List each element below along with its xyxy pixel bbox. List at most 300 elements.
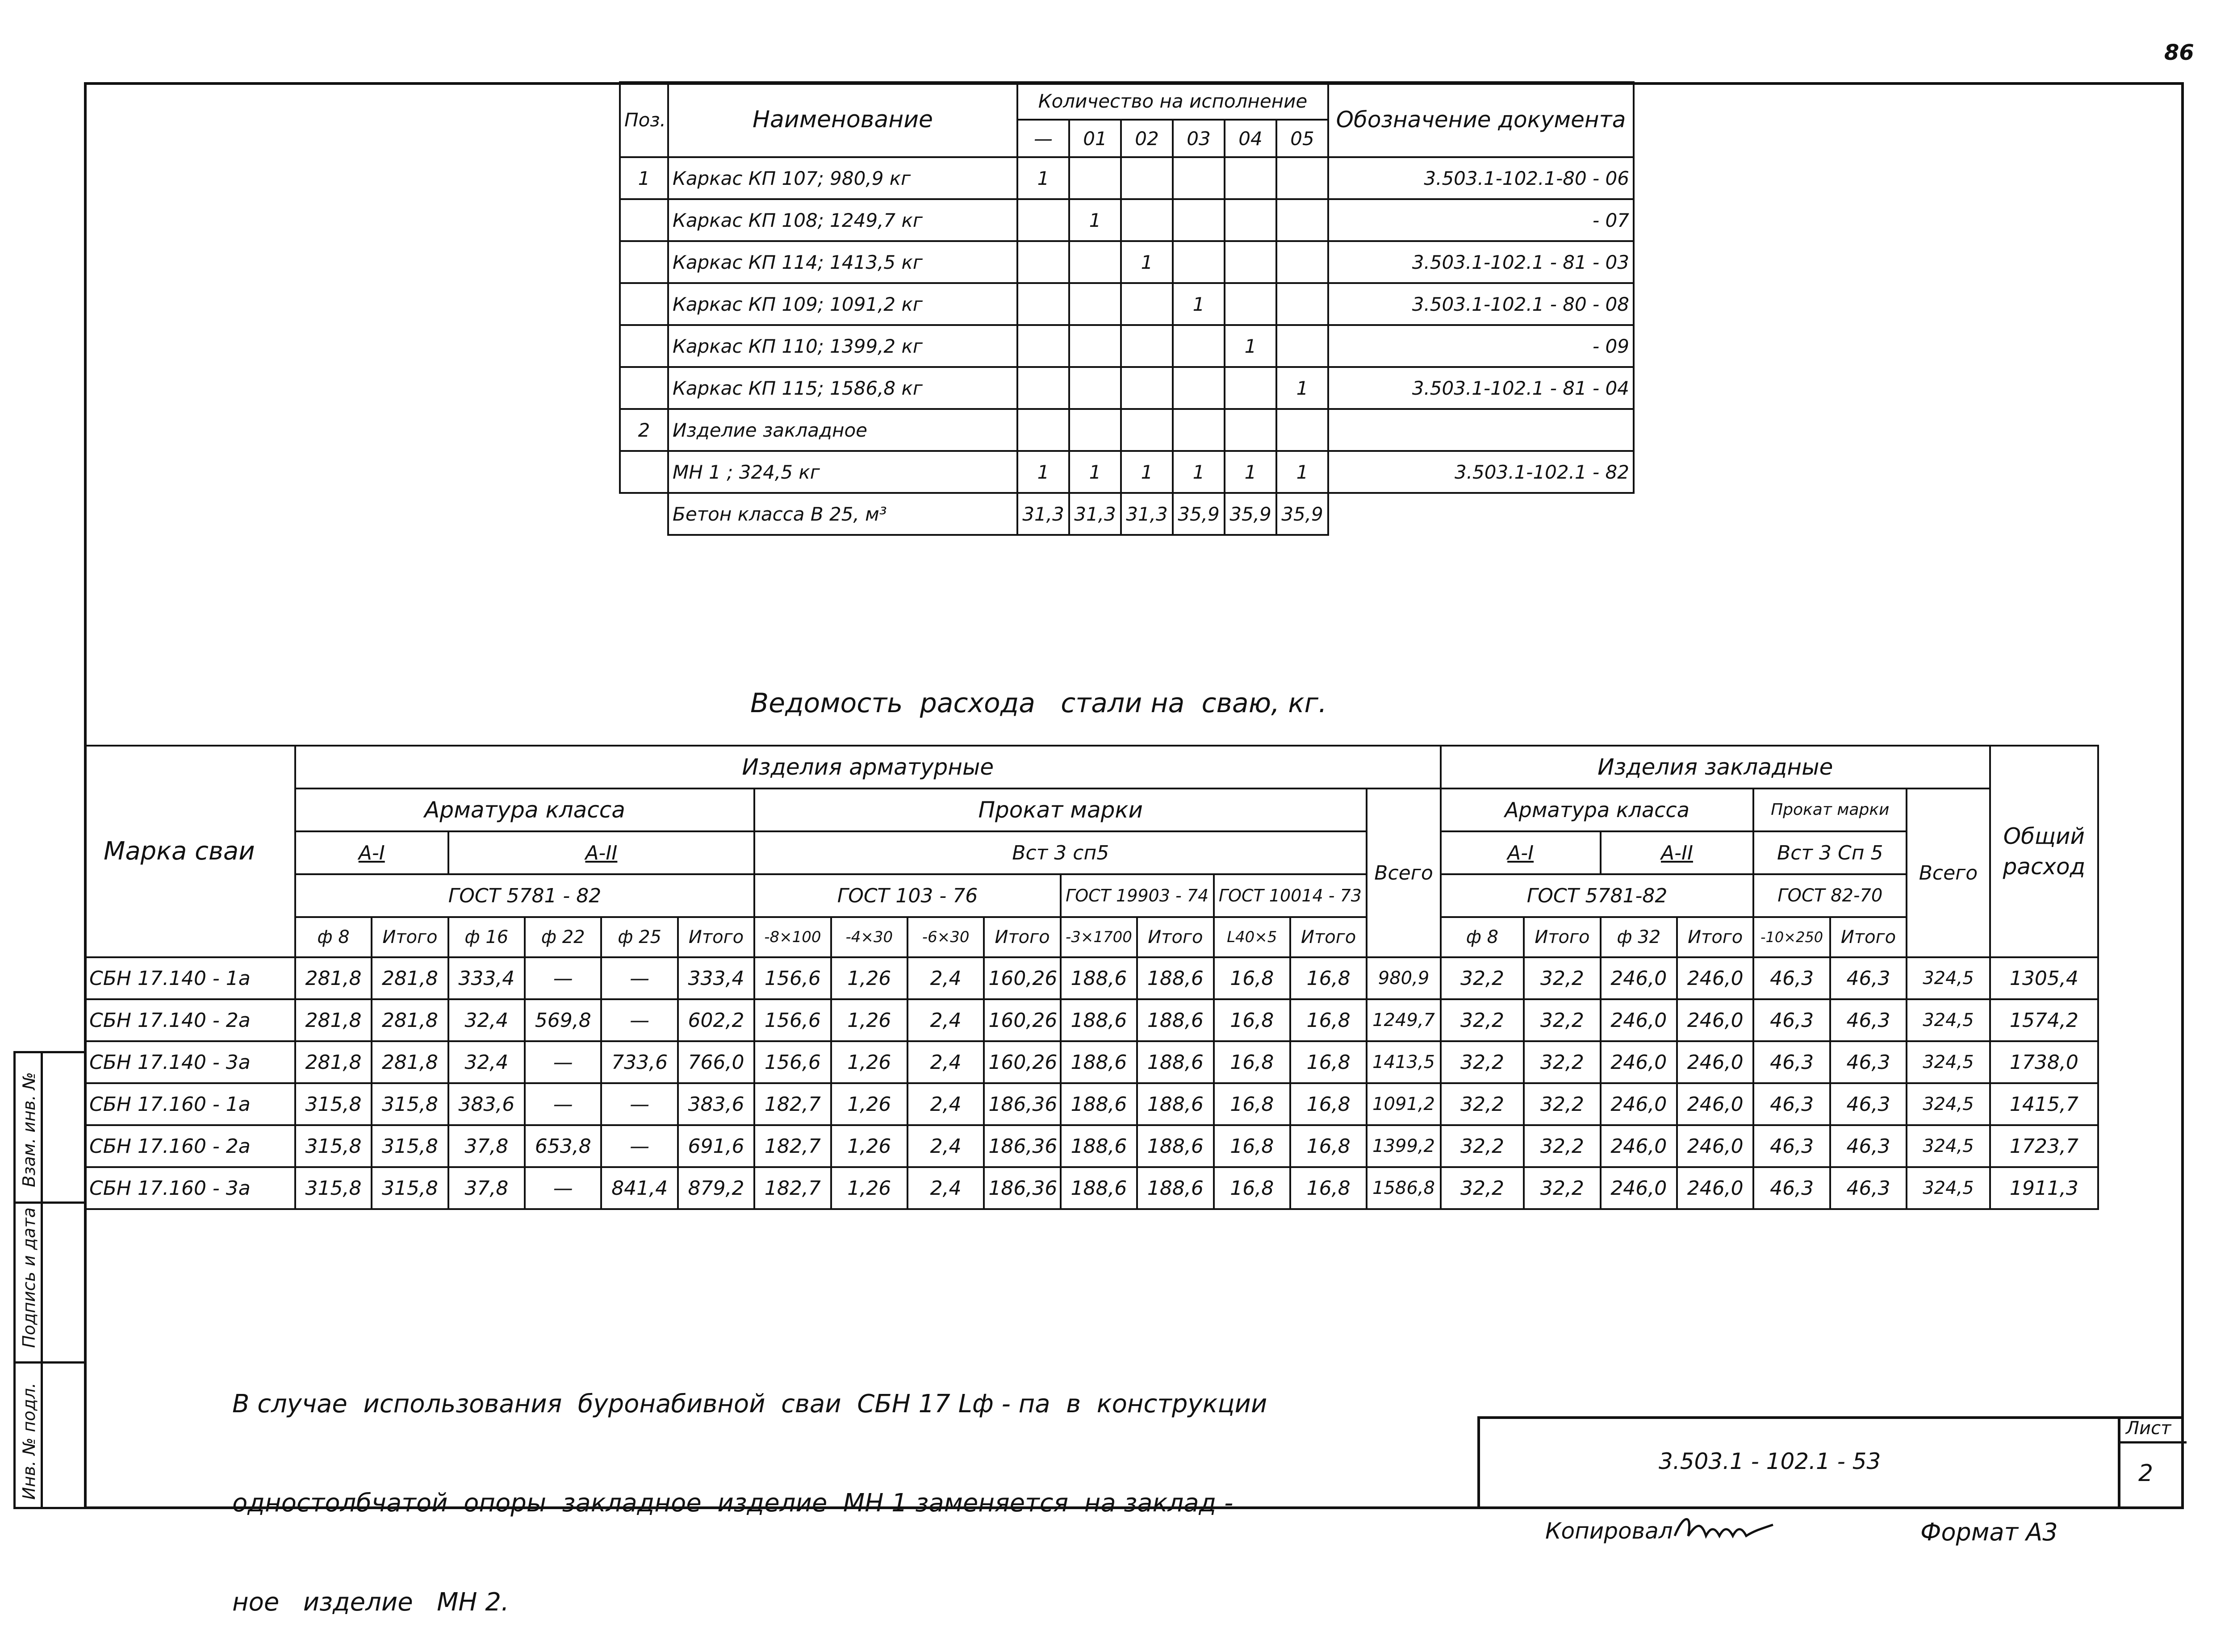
spec-qty: 1 xyxy=(1017,157,1069,199)
spec-variant: 05 xyxy=(1276,120,1328,157)
steel-value: 281,8 xyxy=(295,1041,372,1083)
specification-table xyxy=(619,81,1635,536)
steel-value: 1091,2 xyxy=(1367,1083,1440,1125)
spec-pos xyxy=(620,199,668,241)
spec-doc: 3.503.1-102.1 - 81 - 04 xyxy=(1328,367,1634,409)
spec-qty xyxy=(1276,157,1328,199)
spec-qty: 31,3 xyxy=(1121,493,1173,535)
steel-value: 980,9 xyxy=(1367,957,1440,999)
steel-value: 281,8 xyxy=(295,999,372,1041)
spec-qty: 31,3 xyxy=(1069,493,1121,535)
spec-qty: 1 xyxy=(1225,451,1276,493)
spec-qty: 1 xyxy=(1276,367,1328,409)
subheader-l40x5: L40×5 xyxy=(1214,917,1290,957)
note-line-1: В случае использования буронабивной сваи СБН 17 Lф - па в конструкции xyxy=(232,1389,1267,1418)
steel-value: 160,26 xyxy=(984,1041,1060,1083)
footer-format: Формат А3 xyxy=(1920,1518,2058,1546)
steel-value: 46,3 xyxy=(1753,1041,1830,1083)
spec-qty xyxy=(1017,283,1069,325)
steel-value: 188,6 xyxy=(1061,999,1137,1041)
steel-value: 182,7 xyxy=(754,1125,831,1167)
steel-value: — xyxy=(601,1083,677,1125)
header-gost-19903: ГОСТ 19903 - 74 xyxy=(1061,874,1214,917)
header-emb-gost-82: ГОСТ 82-70 xyxy=(1753,874,1907,917)
steel-value: 246,0 xyxy=(1677,1083,1753,1125)
steel-value: 1723,7 xyxy=(1990,1125,2098,1167)
side-stamp-divider xyxy=(43,1361,84,1364)
steel-row xyxy=(85,1125,2098,1167)
steel-value: 32,2 xyxy=(1441,957,1524,999)
spec-qty xyxy=(1276,325,1328,367)
header-emb-a2: А-II xyxy=(1601,831,1754,874)
steel-value: 32,2 xyxy=(1441,1083,1524,1125)
steel-value: 1305,4 xyxy=(1990,957,2098,999)
steel-value: 16,8 xyxy=(1290,1125,1367,1167)
steel-value: 1,26 xyxy=(831,999,907,1041)
header-rolled: Прокат марки xyxy=(754,788,1367,831)
sheet-divider xyxy=(2120,1441,2187,1443)
steel-value: 324,5 xyxy=(1907,1083,1990,1125)
spec-qty: 1 xyxy=(1069,199,1121,241)
steel-value: 32,2 xyxy=(1524,1167,1600,1209)
header-rebar-class: Арматура класса xyxy=(295,788,754,831)
steel-value: 315,8 xyxy=(295,1083,372,1125)
steel-value: 16,8 xyxy=(1290,1167,1367,1209)
sheet-number: 2 xyxy=(2138,1460,2154,1487)
spec-variant: — xyxy=(1017,120,1069,157)
steel-value: 246,0 xyxy=(1601,957,1677,999)
spec-qty xyxy=(1121,367,1173,409)
spec-qty: 35,9 xyxy=(1173,493,1225,535)
subheader-a2-d16: ф 16 xyxy=(448,917,525,957)
steel-value: 188,6 xyxy=(1061,1041,1137,1083)
steel-value: 188,6 xyxy=(1137,1125,1213,1167)
steel-value: 188,6 xyxy=(1061,957,1137,999)
signature-icon xyxy=(1670,1509,1777,1549)
steel-row xyxy=(85,957,2098,999)
steel-mark: СБН 17.140 - 2а xyxy=(85,999,295,1041)
side-stamp-divider xyxy=(16,1201,41,1204)
spec-doc: 3.503.1-102.1 - 80 - 08 xyxy=(1328,283,1634,325)
spec-qty xyxy=(1225,157,1276,199)
steel-row xyxy=(85,1083,2098,1125)
steel-value: 16,8 xyxy=(1214,1167,1290,1209)
spec-row xyxy=(620,325,1634,367)
spec-pos xyxy=(620,451,668,493)
col-emb-total: Всего xyxy=(1907,788,1990,957)
spec-doc: 3.503.1-102.1 - 82 xyxy=(1328,451,1634,493)
spec-qty xyxy=(1017,241,1069,283)
steel-value: 324,5 xyxy=(1907,957,1990,999)
steel-value: 32,2 xyxy=(1524,957,1600,999)
steel-value: 32,2 xyxy=(1524,1083,1600,1125)
steel-value: 1911,3 xyxy=(1990,1167,2098,1209)
steel-value: 32,2 xyxy=(1524,1041,1600,1083)
steel-value: 324,5 xyxy=(1907,1125,1990,1167)
subheader-6x30: -6×30 xyxy=(907,917,984,957)
spec-qty xyxy=(1225,241,1276,283)
spec-pos xyxy=(620,493,668,535)
col-mark: Марка сваи xyxy=(85,746,295,957)
steel-value: 315,8 xyxy=(295,1125,372,1167)
header-emb-rolled: Прокат марки xyxy=(1753,788,1907,831)
steel-value: 733,6 xyxy=(601,1041,677,1083)
spec-qty xyxy=(1121,409,1173,451)
spec-pos: 1 xyxy=(620,157,668,199)
steel-value: 186,36 xyxy=(984,1083,1060,1125)
steel-value: 2,4 xyxy=(907,1041,984,1083)
subheader-emb-rolled-total: Итого xyxy=(1830,917,1907,957)
spec-qty: 1 xyxy=(1121,451,1173,493)
header-a1: А-I xyxy=(295,831,448,874)
title-block-code: 3.503.1 - 102.1 - 53 xyxy=(1659,1448,1881,1474)
steel-value: 46,3 xyxy=(1753,1125,1830,1167)
steel-value: 46,3 xyxy=(1830,1167,1907,1209)
spec-doc xyxy=(1328,409,1634,451)
steel-value: 246,0 xyxy=(1601,1167,1677,1209)
steel-value: 186,36 xyxy=(984,1167,1060,1209)
steel-value: 1,26 xyxy=(831,1125,907,1167)
spec-qty xyxy=(1121,157,1173,199)
steel-value: 46,3 xyxy=(1753,1167,1830,1209)
steel-value: 281,8 xyxy=(295,957,372,999)
steel-value: 2,4 xyxy=(907,1125,984,1167)
header-emb-a1: А-I xyxy=(1441,831,1601,874)
steel-value: 32,2 xyxy=(1524,1125,1600,1167)
steel-value: 46,3 xyxy=(1830,957,1907,999)
spec-name: Каркас КП 108; 1249,7 кг xyxy=(668,199,1017,241)
steel-value: 32,2 xyxy=(1441,1167,1524,1209)
spec-doc: - 09 xyxy=(1328,325,1634,367)
steel-value: 2,4 xyxy=(907,957,984,999)
steel-row xyxy=(85,1041,2098,1083)
steel-value: 156,6 xyxy=(754,1041,831,1083)
subheader-emb-d32: ф 32 xyxy=(1601,917,1677,957)
subheader-a2-total: Итого xyxy=(678,917,754,957)
steel-value: 246,0 xyxy=(1677,957,1753,999)
steel-value: 46,3 xyxy=(1830,1083,1907,1125)
stamp-vzam: Взам. инв. № xyxy=(19,1072,39,1187)
header-emb-rebar-class: Арматура класса xyxy=(1441,788,1754,831)
spec-qty xyxy=(1017,325,1069,367)
steel-value: 160,26 xyxy=(984,957,1060,999)
spec-qty xyxy=(1121,283,1173,325)
spec-qty xyxy=(1276,199,1328,241)
sheet-label: Лист xyxy=(2126,1418,2171,1439)
subheader-4x30: -4×30 xyxy=(831,917,907,957)
steel-value: 46,3 xyxy=(1830,1041,1907,1083)
header-gost-103: ГОСТ 103 - 76 xyxy=(754,874,1061,917)
spec-name: Каркас КП 107; 980,9 кг xyxy=(668,157,1017,199)
steel-value: 315,8 xyxy=(372,1167,448,1209)
subheader-gost19903-total: Итого xyxy=(1137,917,1213,957)
spec-qty xyxy=(1173,199,1225,241)
spec-qty xyxy=(1225,199,1276,241)
steel-value: 246,0 xyxy=(1677,1125,1753,1167)
steel-value: 16,8 xyxy=(1290,1083,1367,1125)
spec-row xyxy=(620,199,1634,241)
title-block xyxy=(1477,1416,2184,1509)
steel-value: 1586,8 xyxy=(1367,1167,1440,1209)
stamp-inv: Инв. № подл. xyxy=(19,1382,39,1500)
subheader-a1-total: Итого xyxy=(372,917,448,957)
spec-doc: 3.503.1-102.1 - 81 - 03 xyxy=(1328,241,1634,283)
steel-value: 188,6 xyxy=(1137,1041,1213,1083)
steel-value: 281,8 xyxy=(372,999,448,1041)
spec-name: Каркас КП 115; 1586,8 кг xyxy=(668,367,1017,409)
steel-value: 246,0 xyxy=(1601,1083,1677,1125)
subheader-emb-a2-total: Итого xyxy=(1677,917,1753,957)
header-gost-10014: ГОСТ 10014 - 73 xyxy=(1214,874,1367,917)
steel-value: 1574,2 xyxy=(1990,999,2098,1041)
subheader-8x100: -8×100 xyxy=(754,917,831,957)
steel-value: 281,8 xyxy=(372,957,448,999)
steel-value: 315,8 xyxy=(372,1125,448,1167)
spec-row xyxy=(620,409,1634,451)
spec-qty: 1 xyxy=(1173,451,1225,493)
spec-name: Каркас КП 114; 1413,5 кг xyxy=(668,241,1017,283)
steel-value: 156,6 xyxy=(754,999,831,1041)
spec-name: МН 1 ; 324,5 кг xyxy=(668,451,1017,493)
steel-value: 324,5 xyxy=(1907,1041,1990,1083)
header-arm-items: Изделия арматурные xyxy=(295,746,1441,788)
subheader-10x250: -10×250 xyxy=(1753,917,1830,957)
spec-qty xyxy=(1017,367,1069,409)
header-gost-5781: ГОСТ 5781 - 82 xyxy=(295,874,754,917)
subheader-3x1700: -3×1700 xyxy=(1061,917,1137,957)
spec-qty xyxy=(1173,409,1225,451)
subheader-emb-a1-total: Итого xyxy=(1524,917,1600,957)
steel-value: 1249,7 xyxy=(1367,999,1440,1041)
steel-consumption-table xyxy=(84,745,2099,1210)
spec-qty xyxy=(1173,157,1225,199)
spec-qty: 35,9 xyxy=(1276,493,1328,535)
spec-variant: 03 xyxy=(1173,120,1225,157)
steel-value: 383,6 xyxy=(448,1083,525,1125)
steel-value: — xyxy=(525,957,601,999)
spec-pos xyxy=(620,283,668,325)
steel-value: 246,0 xyxy=(1601,999,1677,1041)
spec-qty xyxy=(1173,241,1225,283)
steel-value: 2,4 xyxy=(907,1083,984,1125)
spec-pos: 2 xyxy=(620,409,668,451)
steel-mark: СБН 17.160 - 2а xyxy=(85,1125,295,1167)
steel-value: 46,3 xyxy=(1753,1083,1830,1125)
steel-mark: СБН 17.140 - 1а xyxy=(85,957,295,999)
steel-mark: СБН 17.160 - 3а xyxy=(85,1167,295,1209)
spec-qty xyxy=(1173,325,1225,367)
spec-name: Изделие закладное xyxy=(668,409,1017,451)
steel-value: — xyxy=(601,1125,677,1167)
spec-qty: 1 xyxy=(1225,325,1276,367)
subheader-gost10014-total: Итого xyxy=(1290,917,1367,957)
spec-pos xyxy=(620,241,668,283)
steel-value: 2,4 xyxy=(907,1167,984,1209)
spec-row xyxy=(620,283,1634,325)
side-stamp-inner xyxy=(43,1051,84,1509)
steel-value: 32,2 xyxy=(1524,999,1600,1041)
note-line-2: одностолбчатой опоры закладное изделие МН 1 заменяется на заклад - xyxy=(232,1489,1234,1518)
steel-value: 182,7 xyxy=(754,1167,831,1209)
steel-row xyxy=(85,999,2098,1041)
sheet-cell xyxy=(2118,1416,2187,1509)
steel-value: 602,2 xyxy=(678,999,754,1041)
steel-value: 188,6 xyxy=(1061,1167,1137,1209)
spec-variant: 04 xyxy=(1225,120,1276,157)
steel-value: 188,6 xyxy=(1061,1125,1137,1167)
spec-qty: 1 xyxy=(1276,451,1328,493)
steel-value: — xyxy=(525,1083,601,1125)
subheader-gost103-total: Итого xyxy=(984,917,1060,957)
steel-value: 188,6 xyxy=(1137,957,1213,999)
steel-value: 16,8 xyxy=(1290,999,1367,1041)
header-emb-gost-5781: ГОСТ 5781-82 xyxy=(1441,874,1754,917)
steel-value: 37,8 xyxy=(448,1167,525,1209)
steel-value: 246,0 xyxy=(1677,1041,1753,1083)
page-number: 86 xyxy=(2164,40,2194,65)
steel-value: 186,36 xyxy=(984,1125,1060,1167)
spec-qty: 1 xyxy=(1069,451,1121,493)
steel-value: — xyxy=(601,957,677,999)
spec-header-doc: Обозначение документа xyxy=(1328,82,1634,157)
steel-value: 1413,5 xyxy=(1367,1041,1440,1083)
col-total: Всего xyxy=(1367,788,1440,957)
steel-value: 324,5 xyxy=(1907,999,1990,1041)
side-stamp-divider xyxy=(43,1201,84,1204)
spec-qty xyxy=(1121,199,1173,241)
steel-value: — xyxy=(525,1041,601,1083)
steel-mark: СБН 17.140 - 3а xyxy=(85,1041,295,1083)
subheader-a2-d25: ф 25 xyxy=(601,917,677,957)
footer-copied: Копировал xyxy=(1545,1518,1673,1544)
steel-value: 383,6 xyxy=(678,1083,754,1125)
spec-qty xyxy=(1121,325,1173,367)
spec-header-qty: Количество на исполнение xyxy=(1017,82,1328,120)
spec-row xyxy=(620,493,1634,535)
spec-qty xyxy=(1017,409,1069,451)
spec-doc: 3.503.1-102.1-80 - 06 xyxy=(1328,157,1634,199)
steel-value: 1738,0 xyxy=(1990,1041,2098,1083)
spec-qty: 1 xyxy=(1121,241,1173,283)
spec-qty xyxy=(1276,241,1328,283)
steel-value: 16,8 xyxy=(1214,999,1290,1041)
spec-qty: 35,9 xyxy=(1225,493,1276,535)
spec-row xyxy=(620,241,1634,283)
steel-value: — xyxy=(525,1167,601,1209)
steel-value: 324,5 xyxy=(1907,1167,1990,1209)
steel-value: 37,8 xyxy=(448,1125,525,1167)
spec-header-pos: Поз. xyxy=(620,82,668,157)
spec-qty: 1 xyxy=(1173,283,1225,325)
spec-qty xyxy=(1173,367,1225,409)
spec-qty xyxy=(1069,157,1121,199)
spec-qty xyxy=(1017,199,1069,241)
spec-doc xyxy=(1328,493,1634,535)
stamp-podpis: Подпись и дата xyxy=(19,1207,39,1348)
steel-value: 188,6 xyxy=(1061,1083,1137,1125)
spec-qty xyxy=(1069,283,1121,325)
steel-value: 16,8 xyxy=(1290,1041,1367,1083)
steel-value: 766,0 xyxy=(678,1041,754,1083)
spec-qty xyxy=(1276,409,1328,451)
steel-value: 16,8 xyxy=(1214,1041,1290,1083)
header-vst: Вст 3 сп5 xyxy=(754,831,1367,874)
steel-value: 16,8 xyxy=(1290,957,1367,999)
subheader-a2-d22: ф 22 xyxy=(525,917,601,957)
steel-value: 333,4 xyxy=(448,957,525,999)
steel-value: 46,3 xyxy=(1830,1125,1907,1167)
steel-value: 841,4 xyxy=(601,1167,677,1209)
steel-value: 32,2 xyxy=(1441,1125,1524,1167)
spec-qty xyxy=(1276,283,1328,325)
spec-qty xyxy=(1069,367,1121,409)
steel-value: 246,0 xyxy=(1677,1167,1753,1209)
spec-variant: 02 xyxy=(1121,120,1173,157)
spec-doc: - 07 xyxy=(1328,199,1634,241)
steel-value: 160,26 xyxy=(984,999,1060,1041)
steel-value: 879,2 xyxy=(678,1167,754,1209)
steel-value: 188,6 xyxy=(1137,1167,1213,1209)
steel-value: 32,2 xyxy=(1441,1041,1524,1083)
spec-name: Каркас КП 109; 1091,2 кг xyxy=(668,283,1017,325)
steel-value: 16,8 xyxy=(1214,1125,1290,1167)
spec-qty: 1 xyxy=(1017,451,1069,493)
steel-value: 182,7 xyxy=(754,1083,831,1125)
steel-mark: СБН 17.160 - 1а xyxy=(85,1083,295,1125)
steel-value: 46,3 xyxy=(1753,957,1830,999)
spec-qty xyxy=(1069,409,1121,451)
spec-qty xyxy=(1225,367,1276,409)
spec-qty xyxy=(1225,283,1276,325)
steel-value: 246,0 xyxy=(1601,1125,1677,1167)
header-emb-vst: Вст 3 Сп 5 xyxy=(1753,831,1907,874)
steel-value: 188,6 xyxy=(1137,999,1213,1041)
spec-qty xyxy=(1069,325,1121,367)
col-overall: Общий расход xyxy=(1990,746,2098,957)
steel-value: 1,26 xyxy=(831,957,907,999)
subheader-a1-d8: ф 8 xyxy=(295,917,372,957)
steel-value: — xyxy=(601,999,677,1041)
spec-row xyxy=(620,451,1634,493)
steel-value: 315,8 xyxy=(372,1083,448,1125)
steel-value: 188,6 xyxy=(1137,1083,1213,1125)
steel-value: 653,8 xyxy=(525,1125,601,1167)
steel-value: 156,6 xyxy=(754,957,831,999)
steel-value: 1,26 xyxy=(831,1167,907,1209)
steel-value: 569,8 xyxy=(525,999,601,1041)
note-line-3: ное изделие МН 2. xyxy=(232,1588,509,1617)
steel-value: 32,2 xyxy=(1441,999,1524,1041)
spec-qty: 31,3 xyxy=(1017,493,1069,535)
steel-value: 246,0 xyxy=(1601,1041,1677,1083)
spec-row xyxy=(620,367,1634,409)
spec-row xyxy=(620,157,1634,199)
spec-header-name: Наименование xyxy=(668,82,1017,157)
steel-value: 1399,2 xyxy=(1367,1125,1440,1167)
side-stamp-divider xyxy=(16,1361,41,1364)
steel-value: 691,6 xyxy=(678,1125,754,1167)
spec-pos xyxy=(620,325,668,367)
spec-qty xyxy=(1225,409,1276,451)
steel-value: 333,4 xyxy=(678,957,754,999)
steel-value: 46,3 xyxy=(1830,999,1907,1041)
steel-value: 16,8 xyxy=(1214,957,1290,999)
steel-value: 315,8 xyxy=(295,1167,372,1209)
steel-value: 281,8 xyxy=(372,1041,448,1083)
steel-row xyxy=(85,1167,2098,1209)
steel-value: 46,3 xyxy=(1753,999,1830,1041)
note xyxy=(232,1322,1267,1652)
